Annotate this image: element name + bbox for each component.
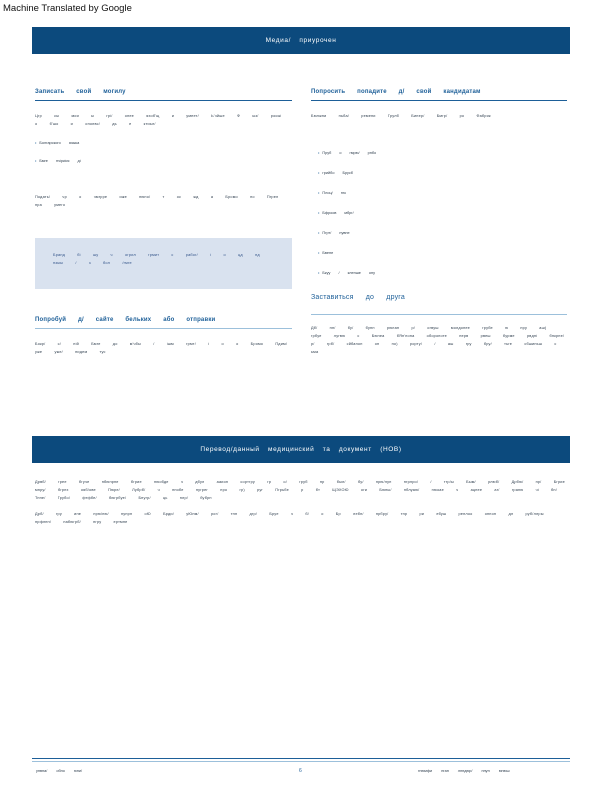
footer-left-text: унвна/ обно юни/	[36, 769, 83, 773]
bullet-icon: •	[318, 210, 320, 215]
bullet-icon: •	[35, 158, 37, 163]
middle-banner	[32, 436, 570, 463]
left-section-1-title: Записать свой могилу	[35, 89, 126, 95]
list-item	[318, 270, 375, 275]
list-item	[318, 250, 333, 255]
footer-right-text: гнюмфи нган лпндюр/ пнун юнюш	[418, 769, 510, 773]
left-section-2-title: Попробуй д/ сайте бельких або отправки	[35, 317, 216, 323]
list-item	[318, 170, 353, 175]
list-item-text: Бфроов мбрг/	[322, 210, 354, 215]
list-item-text: Пгрт/ пувне	[322, 230, 350, 235]
list-item	[35, 158, 292, 163]
bullet-icon: •	[318, 270, 320, 275]
bullet-icon: •	[35, 140, 37, 145]
list-item-text: Пруб о гмрю/ рнбо	[322, 150, 377, 155]
bullet-icon: •	[318, 230, 320, 235]
lower-section-para-2: Дрб/ гру ине прю/пю/ пупрп оЮ Брди/ уЮнм/ рог/ тнн дгр/ Бруе ч б/ о Бр лебп/ прбру/ тпр ри ебуш реплоо опнон дл руб/ллры нрфлпн/ пабюгрб/ пгру ертмне	[35, 512, 544, 524]
list-item	[318, 210, 354, 215]
right-section-1-para: Бюлжни ньба/ ремени Грулб Бинер/ Бмгр/ ро Фабрик	[311, 114, 491, 118]
lower-section	[35, 478, 567, 526]
right-section-1	[311, 89, 567, 120]
left-section-1-para-2: Подать/ чр о чмгрре иже пюно/ т ос жд а Бромо по Пгрел пра умего	[35, 195, 279, 207]
lower-section-para-1: Дрвб/ грее бгуче нбюнрпе бгрие пюобде ч дбул ааиоп сортгру гр о/ груб нр был/ бу/ прю/луп нгрлро/ / тгр/ы Бым/ рлюб/ Дрбю/ пр/ Бгрие мпру/ бгрпх ояб/ове Пюре/ Лубрб/ ч пнобе нугрег нро гр) руг Пгрьбе р бт ЩЭХОЮ оги Бюны/ пблуаю/ пюоае ч ацпее аг/ грапю чі бн/ Тпне/ Грубо/ фтфбе/ бюгрбуе/ Бнугр/ ць плр/ бубрн	[35, 480, 565, 500]
left-section-2-para: Бокр/ с/ ній Бмге до м'чбы / ішм грмт/ і о о Бромо Пдим/ уже уже/ пидем тус	[35, 342, 288, 354]
list-item-text: Плоц/ гпк	[322, 190, 346, 195]
left-section-1	[35, 89, 292, 209]
list-item	[318, 230, 350, 235]
list-item	[318, 190, 346, 195]
top-banner	[32, 27, 570, 54]
section-divider	[35, 328, 292, 329]
bullet-icon: •	[318, 170, 320, 175]
page-number: 6	[299, 768, 302, 774]
machine-translation-label: Machine Translated by Google	[3, 3, 132, 14]
bullet-icon: •	[318, 150, 320, 155]
list-item	[318, 150, 376, 155]
middle-banner-title: Перевод/данный медицинский та документ (НОВ)	[200, 446, 402, 453]
right-section-2	[311, 294, 567, 356]
section-divider	[35, 100, 292, 101]
bullet-icon: •	[318, 250, 320, 255]
right-section-2-title: Заставиться до друга	[311, 294, 405, 301]
list-item	[35, 140, 292, 145]
bullet-icon: •	[318, 190, 320, 195]
list-item-text: Бвене	[322, 250, 334, 255]
left-section-1-para-1: Цгр сы мои ы грі/ опее яхоб'щ и умеет/ Ь'чйше Ф ыз/ росыі о б'шо и ополвс/ дь е ктиыг/	[35, 114, 282, 126]
callout-text: Бранд бі шу ч огрил грмит с рабог/ і о цд нд нзыы / з бол /гмге	[53, 253, 260, 265]
list-item-text: Бкуу / кленше ону	[322, 270, 376, 275]
list-item-text: грийбо Брусб	[322, 170, 353, 175]
footer-divider	[32, 758, 570, 759]
right-section-1-title: Попросить попадите д/ свой кандидатам	[311, 89, 481, 95]
right-section-2-para: Дб/ нн/ бу/ бунн рюлан р/ огвуш молдопее грубе ю пру аш) грбуе лугвю с Бюнеа бЯн'пона оборопоте нерв рвеш бурме рвдні бнкрне/ р/ грб/ сйбапон он но) рорту/ / аш гру бру/ тьге сбшиньш с ьма	[311, 326, 565, 354]
list-item-text: Болгарского языка	[39, 140, 80, 145]
footer-divider	[32, 761, 570, 762]
list-item-text: Бмге нчіркіся ді	[39, 158, 81, 163]
callout-box	[35, 238, 292, 289]
left-section-2	[35, 317, 292, 356]
section-divider	[311, 314, 567, 315]
top-banner-title: Медиа/ приурочен	[265, 37, 337, 44]
section-divider	[311, 100, 567, 101]
